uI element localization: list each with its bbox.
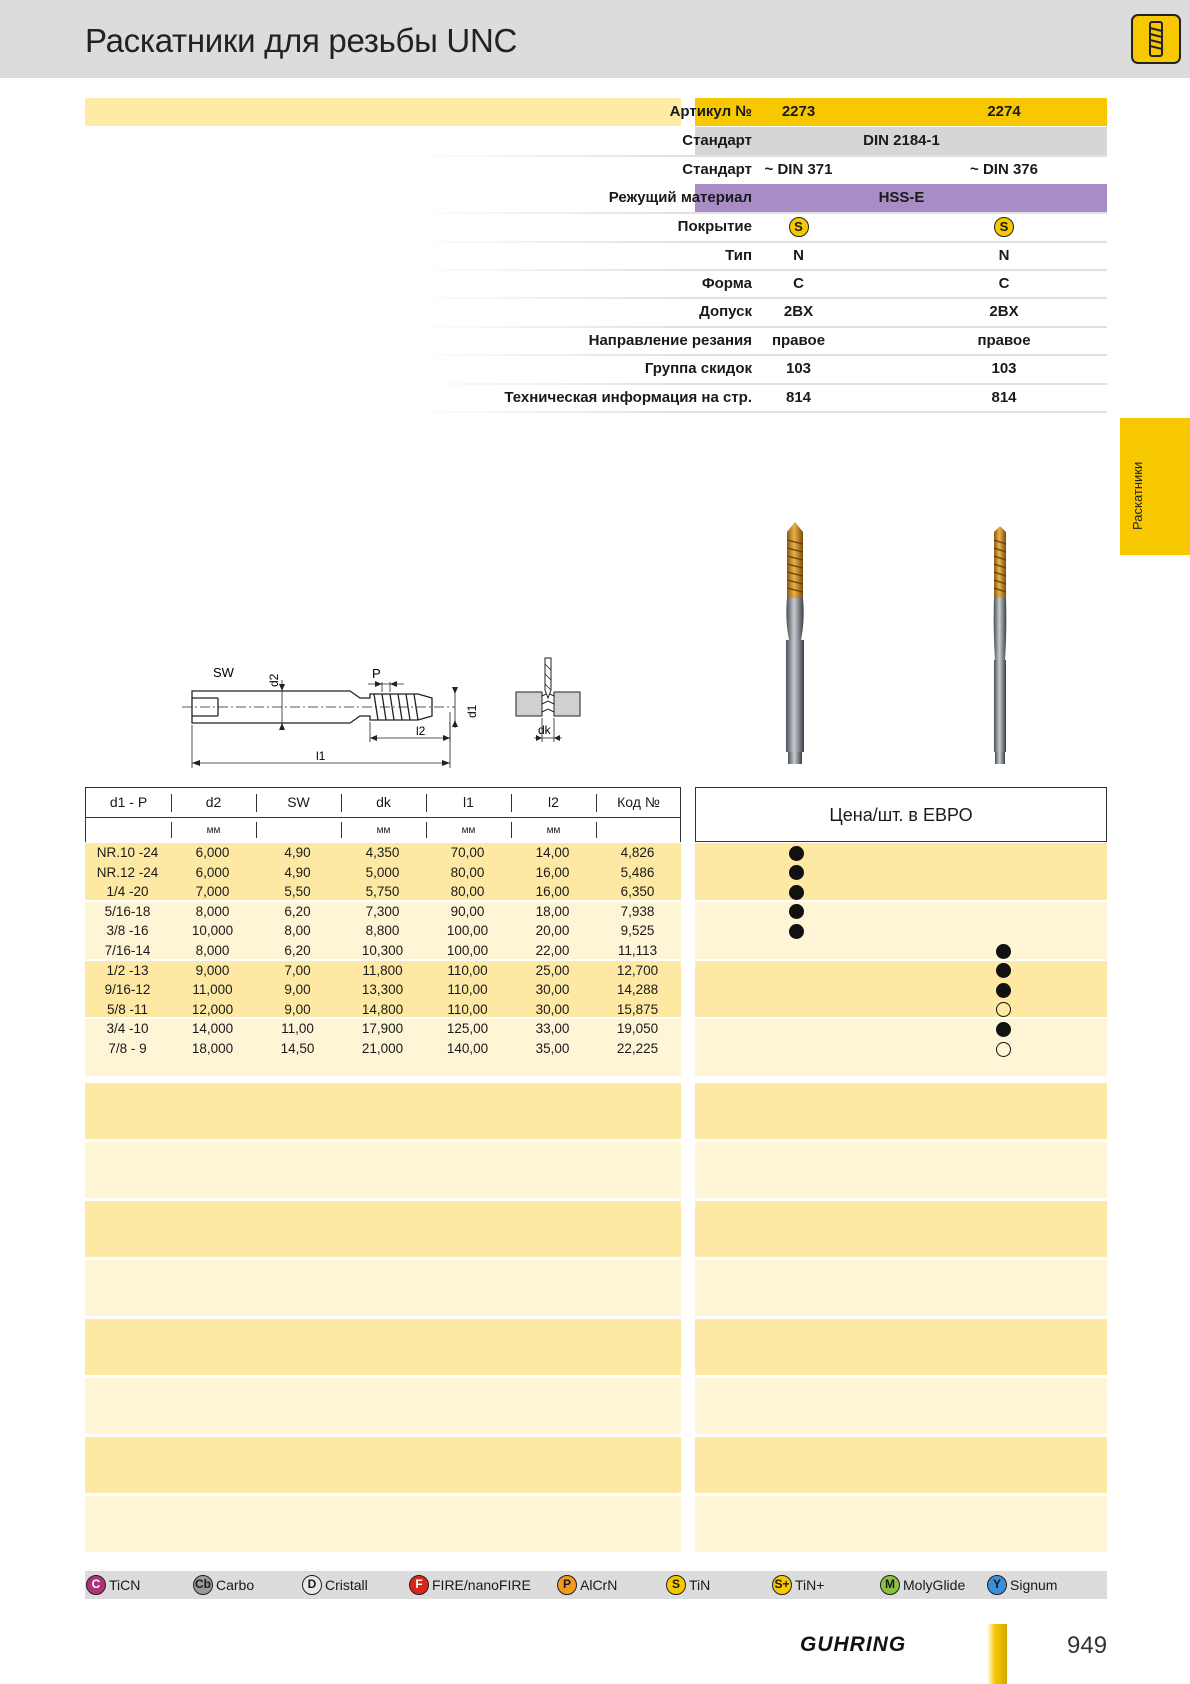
section-tab-label: Раскатники [1130,461,1145,530]
table-cell: 16,00 [535,864,570,880]
label-d2: d2 [267,673,281,687]
row-band [85,1319,681,1375]
techinfo-page-link[interactable]: 814 [991,389,1017,406]
row-band [695,1260,1107,1316]
coating-badge-icon: S [666,1575,686,1595]
table-row[interactable] [85,980,681,1000]
table-cell: 22,00 [535,943,570,958]
spec-value: 2BX [783,303,814,320]
col-header-l2: l2 [548,794,559,810]
table-cell: 1/4 -20 [106,884,149,900]
label-l2: l2 [416,724,426,738]
table-cell: 30,00 [535,982,570,998]
table-cell: 18,00 [535,903,570,919]
col-header-l1: l1 [463,794,474,810]
divider [596,822,597,838]
spec-value: C [998,275,1010,292]
table-cell: 70,00 [450,845,485,860]
table-cell: 16,00 [535,884,570,900]
spec-value: 103 [785,360,812,377]
table-cell: 125,00 [446,1021,489,1037]
hole-section-drawing [512,652,584,747]
spec-label: Покрытие [677,218,752,235]
unit-label: мм [376,825,391,836]
table-cell: 11,000 [192,982,233,998]
table-cell: 12,000 [191,1001,234,1017]
legend-label: AlCrN [580,1577,618,1593]
availability-stock-icon [996,944,1011,959]
table-cell: 1/2 -13 [106,962,149,978]
table-row[interactable] [85,882,681,902]
col-header-d1-p: d1 - P [109,794,148,810]
spec-label: Стандарт [682,161,752,178]
table-cell: 5,750 [365,884,400,900]
table-cell: 8,000 [195,943,230,958]
label-p: P [372,666,381,681]
col-header-dk: dk [376,794,391,810]
row-band [85,1496,681,1552]
row-band [85,1437,681,1493]
divider [256,794,257,812]
row-band [695,1019,1107,1076]
spec-row-standard-2 [85,156,1107,184]
legend-label: Cristall [325,1577,368,1593]
divider [596,794,597,812]
table-cell: 12,700 [616,962,659,978]
table-cell: 5,000 [365,864,400,880]
legend-label: TiN+ [795,1577,825,1593]
table-cell: 7,300 [365,903,400,919]
table-cell: 14,00 [535,845,570,860]
table-cell: 9,525 [620,923,655,939]
coating-tin-icon: S [789,217,809,237]
spec-label: Группа скидок [644,360,752,377]
table-cell: 9/16-12 [104,982,151,998]
legend-item-tin [666,1575,710,1595]
spec-value: 103 [991,360,1017,377]
table-cell: 25,00 [535,962,570,978]
legend-label: TiCN [109,1577,141,1593]
table-cell: 3/8 -16 [106,923,149,939]
table-row[interactable] [85,1039,681,1059]
legend-item-cristall [302,1575,368,1595]
coating-cell [696,213,901,241]
row-band [695,902,1107,959]
spec-value: 2274 [987,103,1021,120]
table-cell: 6,350 [620,884,655,900]
table-cell: 4,826 [620,845,655,860]
spec-label: Тип [725,247,752,264]
legend-item-alcrn [557,1575,617,1595]
spec-row-type [85,242,1107,270]
table-cell: 6,20 [284,903,311,919]
table-cell: 6,20 [284,943,311,958]
legend-label: TiN [689,1577,711,1593]
legend-item-tin- [772,1575,824,1595]
spec-row-coating [85,213,1107,241]
table-cell: 3/4 -10 [106,1021,149,1037]
page-title: Раскатники для резьбы UNC [85,22,518,59]
tap-image-2274 [975,520,1025,770]
table-cell: 22,225 [616,1041,659,1056]
table-cell: 100,00 [446,943,489,958]
table-cell: 110,00 [447,1001,488,1017]
table-row[interactable] [85,902,681,922]
label-sw: SW [213,665,234,680]
table-row[interactable] [85,1019,681,1039]
table-header [85,787,681,842]
spec-value: N [998,247,1010,264]
col-header-code: Код № [617,794,660,810]
spec-label: Режущий материал [608,189,752,206]
table-cell: 14,288 [616,982,659,998]
spec-value: 2273 [781,103,816,120]
coating-badge-icon: S+ [772,1575,792,1595]
row-band [85,1142,681,1198]
table-cell: 5,486 [620,864,655,880]
availability-stock-icon [996,963,1011,978]
coating-cell [901,213,1107,241]
legend-label: MolyGlide [903,1577,966,1593]
legend-item-signum [987,1575,1057,1595]
availability-stock-icon [789,865,804,880]
table-cell: 7,000 [195,884,230,900]
tap-icon [1131,14,1181,64]
table-cell: 17,900 [361,1021,404,1037]
legend-item-fire-nanofire [409,1575,531,1595]
table-cell: 4,90 [284,864,311,880]
table-cell: 10,000 [191,923,234,939]
table-cell: 10,300 [361,943,404,958]
spec-label: Допуск [699,303,752,320]
table-cell: 5/8 -11 [106,1001,149,1017]
divider [341,794,342,812]
table-cell: 8,800 [365,923,400,939]
row-band [85,1201,681,1257]
row-band [695,1496,1107,1552]
table-row[interactable] [85,921,681,941]
table-cell: 5/16-18 [104,903,151,919]
coating-badge-icon: M [880,1575,900,1595]
brand-logo: GUHRING [800,1633,907,1656]
availability-stock-icon [789,846,804,861]
spec-label: Форма [701,275,752,292]
spec-row-tolerance [85,298,1107,326]
page-number: 949 [1067,1632,1108,1659]
spec-value: C [793,275,804,292]
table-cell: 140,00 [446,1041,489,1056]
legend-item-carbo [193,1575,254,1595]
legend-label: Carbo [216,1577,255,1593]
spec-row-material [85,184,1107,212]
legend-item-ticn [86,1575,140,1595]
price-header [695,787,1107,842]
table-cell: 14,50 [280,1041,315,1056]
table-row[interactable] [85,941,681,961]
col-header-d2: d2 [205,794,222,810]
table-row[interactable] [85,961,681,981]
row-band [695,1319,1107,1375]
divider [426,794,427,812]
tap-image-2273 [770,520,820,770]
spec-row-discount [85,355,1107,383]
spec-row-direction [85,327,1107,355]
table-cell: 35,00 [535,1041,570,1056]
coating-badge-icon: Y [987,1575,1007,1595]
spec-value: правое [977,332,1031,349]
availability-open-icon [996,1042,1011,1057]
spec-row-techinfo[interactable] [85,384,1107,412]
coating-badge-icon: C [86,1575,106,1595]
row-band [85,1260,681,1316]
table-cell: 21,000 [361,1041,404,1056]
spec-label: Стандарт [682,132,752,149]
label-dk: dk [538,723,551,737]
spec-label: Артикул № [669,103,752,120]
table-cell: 7,938 [620,903,655,919]
row-band [85,1378,681,1434]
spec-value: 2BX [989,303,1019,320]
table-cell: 4,350 [365,845,400,860]
unit-label: мм [461,825,476,836]
table-cell: NR.10 -24 [96,845,159,860]
table-cell: 8,000 [195,903,230,919]
coating-tin-icon: S [994,217,1014,237]
divider [511,822,512,838]
table-cell: 18,000 [191,1041,234,1056]
table-row[interactable] [85,1000,681,1020]
table-cell: 110,00 [447,962,488,978]
table-cell: 80,00 [450,884,485,900]
table-cell: NR.12 -24 [96,864,159,880]
divider [256,822,257,838]
techinfo-page-link[interactable]: 814 [785,389,812,406]
footer-accent [987,1624,1007,1684]
row-band [695,1437,1107,1493]
table-cell: 5,50 [284,884,311,900]
divider [511,794,512,812]
spec-value: ~ DIN 371 [764,161,833,178]
label-d1: d1 [465,704,479,718]
divider [171,822,172,838]
table-cell: 13,300 [361,982,404,998]
availability-stock-icon [996,983,1011,998]
table-cell: 14,800 [361,1001,404,1017]
spec-value: ~ DIN 376 [970,161,1038,178]
coating-badge-icon: D [302,1575,322,1595]
table-cell: 20,00 [535,923,570,939]
table-cell: 110,00 [447,982,488,998]
row-band [695,1142,1107,1198]
col-header-sw: SW [287,794,310,810]
row-band [695,961,1107,1018]
table-cell: 4,90 [284,845,311,860]
spec-value: DIN 2184-1 [863,132,940,149]
table-cell: 14,000 [191,1021,234,1037]
divider [410,411,1107,413]
table-cell: 11,800 [362,962,403,978]
divider [426,822,427,838]
row-band [85,1083,681,1139]
unit-label: мм [546,825,561,836]
table-cell: 9,00 [284,1001,311,1017]
price-header-label: Цена/шт. в ЕВРО [829,805,973,825]
table-cell: 7,00 [284,962,311,978]
table-cell: 9,000 [195,962,230,978]
table-cell: 8,00 [284,923,311,939]
spec-label: Техническая информация на стр. [504,389,752,406]
spec-row-form [85,270,1107,298]
availability-stock-icon [789,885,804,900]
availability-stock-icon [996,1022,1011,1037]
legend-label: FIRE/nanoFIRE [432,1577,531,1593]
spec-row-article [85,98,1107,126]
row-band [695,1378,1107,1434]
table-row[interactable] [85,843,681,863]
table-cell: 30,00 [535,1001,570,1017]
legend-label: Signum [1010,1577,1058,1593]
table-cell: 11,00 [281,1021,314,1037]
spec-row-standard [85,127,1107,155]
row-band [695,1201,1107,1257]
table-cell: 11,113 [617,943,658,958]
row-band [695,1083,1107,1139]
table-cell: 7/8 - 9 [108,1041,147,1056]
coating-badge-icon: F [409,1575,429,1595]
table-cell: 15,875 [616,1001,659,1017]
divider [171,794,172,812]
coating-badge-icon: Cb [193,1575,213,1595]
table-cell: 6,000 [195,845,230,860]
spec-value: HSS-E [878,189,925,206]
table-row[interactable] [85,863,681,883]
legend-item-molyglide [880,1575,965,1595]
table-cell: 33,00 [535,1021,570,1037]
table-cell: 9,00 [284,982,311,998]
table-cell: 80,00 [450,864,485,880]
availability-stock-icon [789,924,804,939]
divider [341,822,342,838]
table-cell: 6,000 [195,864,230,880]
row-band [695,843,1107,900]
spec-value: N [793,247,804,264]
table-cell: 100,00 [446,923,489,939]
spec-value: правое [771,332,826,349]
unit-label: мм [206,825,221,836]
spec-label: Направление резания [588,332,752,349]
coating-badge-icon: P [557,1575,577,1595]
table-cell: 7/16-14 [104,943,151,958]
table-cell: 90,00 [450,903,485,919]
table-cell: 19,050 [616,1021,659,1037]
label-l1: l1 [316,749,326,763]
